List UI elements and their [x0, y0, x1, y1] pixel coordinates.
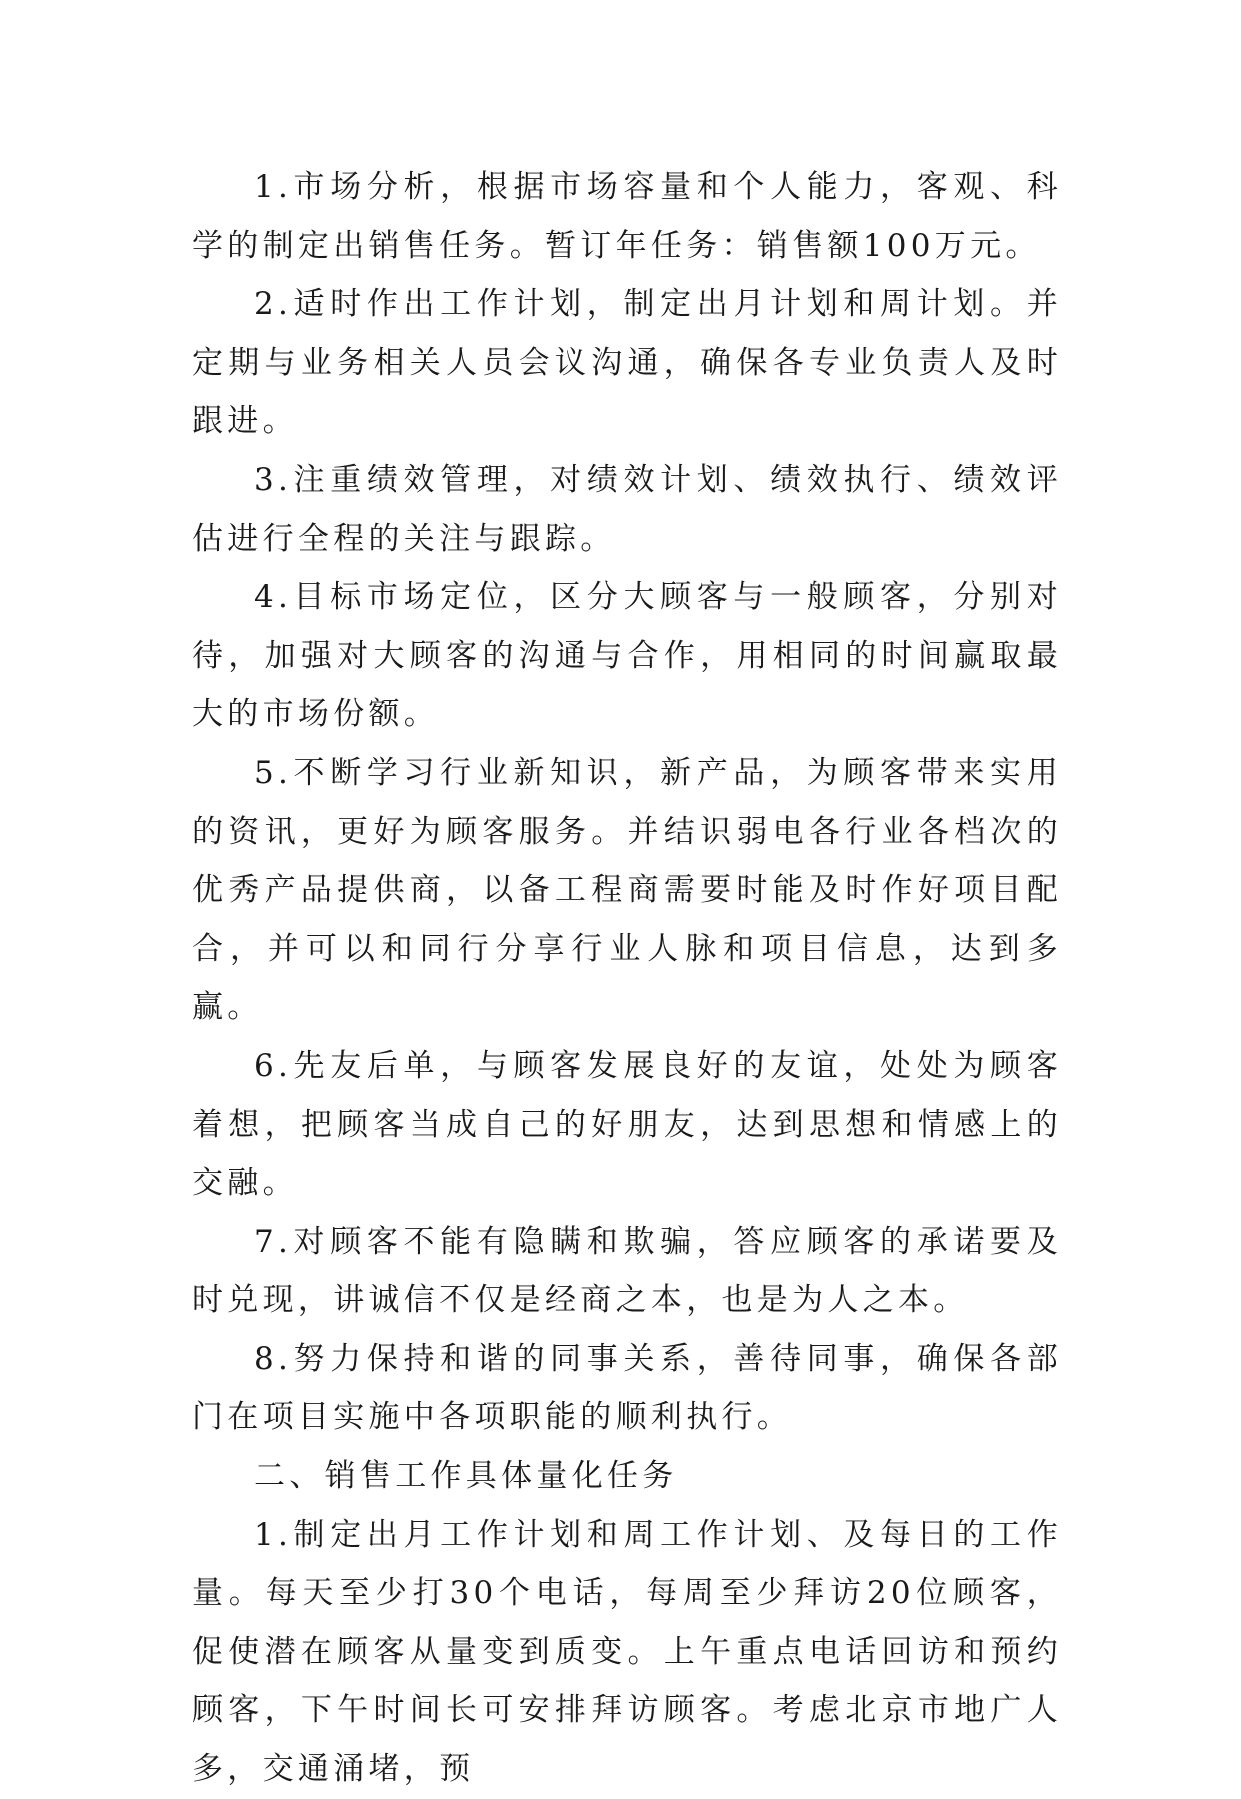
paragraph-3: 3.注重绩效管理，对绩效计划、绩效执行、绩效评估进行全程的关注与跟踪。	[192, 461, 1062, 557]
paragraph-8: 8.努力保持和谐的同事关系，善待同事，确保各部门在项目实施中各项职能的顺利执行。	[192, 1340, 1062, 1436]
paragraph-7: 7.对顾客不能有隐瞒和欺骗，答应顾客的承诺要及时兑现，讲诚信不仅是经商之本，也是为人之本。	[192, 1223, 1062, 1319]
paragraph-6: 6.先友后单，与顾客发展良好的友谊，处处为顾客着想，把顾客当成自己的好朋友，达到思想和情感上的交融。	[192, 1047, 1062, 1202]
paragraph-2: 2.适时作出工作计划，制定出月计划和周计划。并定期与业务相关人员会议沟通，确保各专业负责人及时跟进。	[192, 286, 1062, 440]
paragraph-4: 4.目标市场定位，区分大顾客与一般顾客，分别对待，加强对大顾客的沟通与合作，用相同的时间赢取最大的市场份额。	[192, 579, 1062, 733]
paragraph-1: 1.市场分析，根据市场容量和个人能力，客观、科学的制定出销售任务。暂订年任务：销售额100万元。	[192, 169, 1062, 264]
paragraph-9: 1.制定出月工作计划和周工作计划、及每日的工作量。每天至少打30个电话，每周至少拜访20位顾客，促使潜在顾客从量变到质变。上午重点电话回访和预约顾客，下午时间长可安排拜访顾客。考虑北京市地广人多，交通涌堵，预	[192, 1516, 1062, 1788]
section-heading: 二、销售工作具体量化任务	[254, 1458, 678, 1495]
paragraph-5: 5.不断学习行业新知识，新产品，为顾客带来实用的资讯，更好为顾客服务。并结识弱电各行业各档次的优秀产品提供商，以备工程商需要时能及时作好项目配合，并可以和同行分享行业人脉和项目信息，达到多赢。	[192, 754, 1062, 1026]
document-body	[192, 158, 1062, 1799]
